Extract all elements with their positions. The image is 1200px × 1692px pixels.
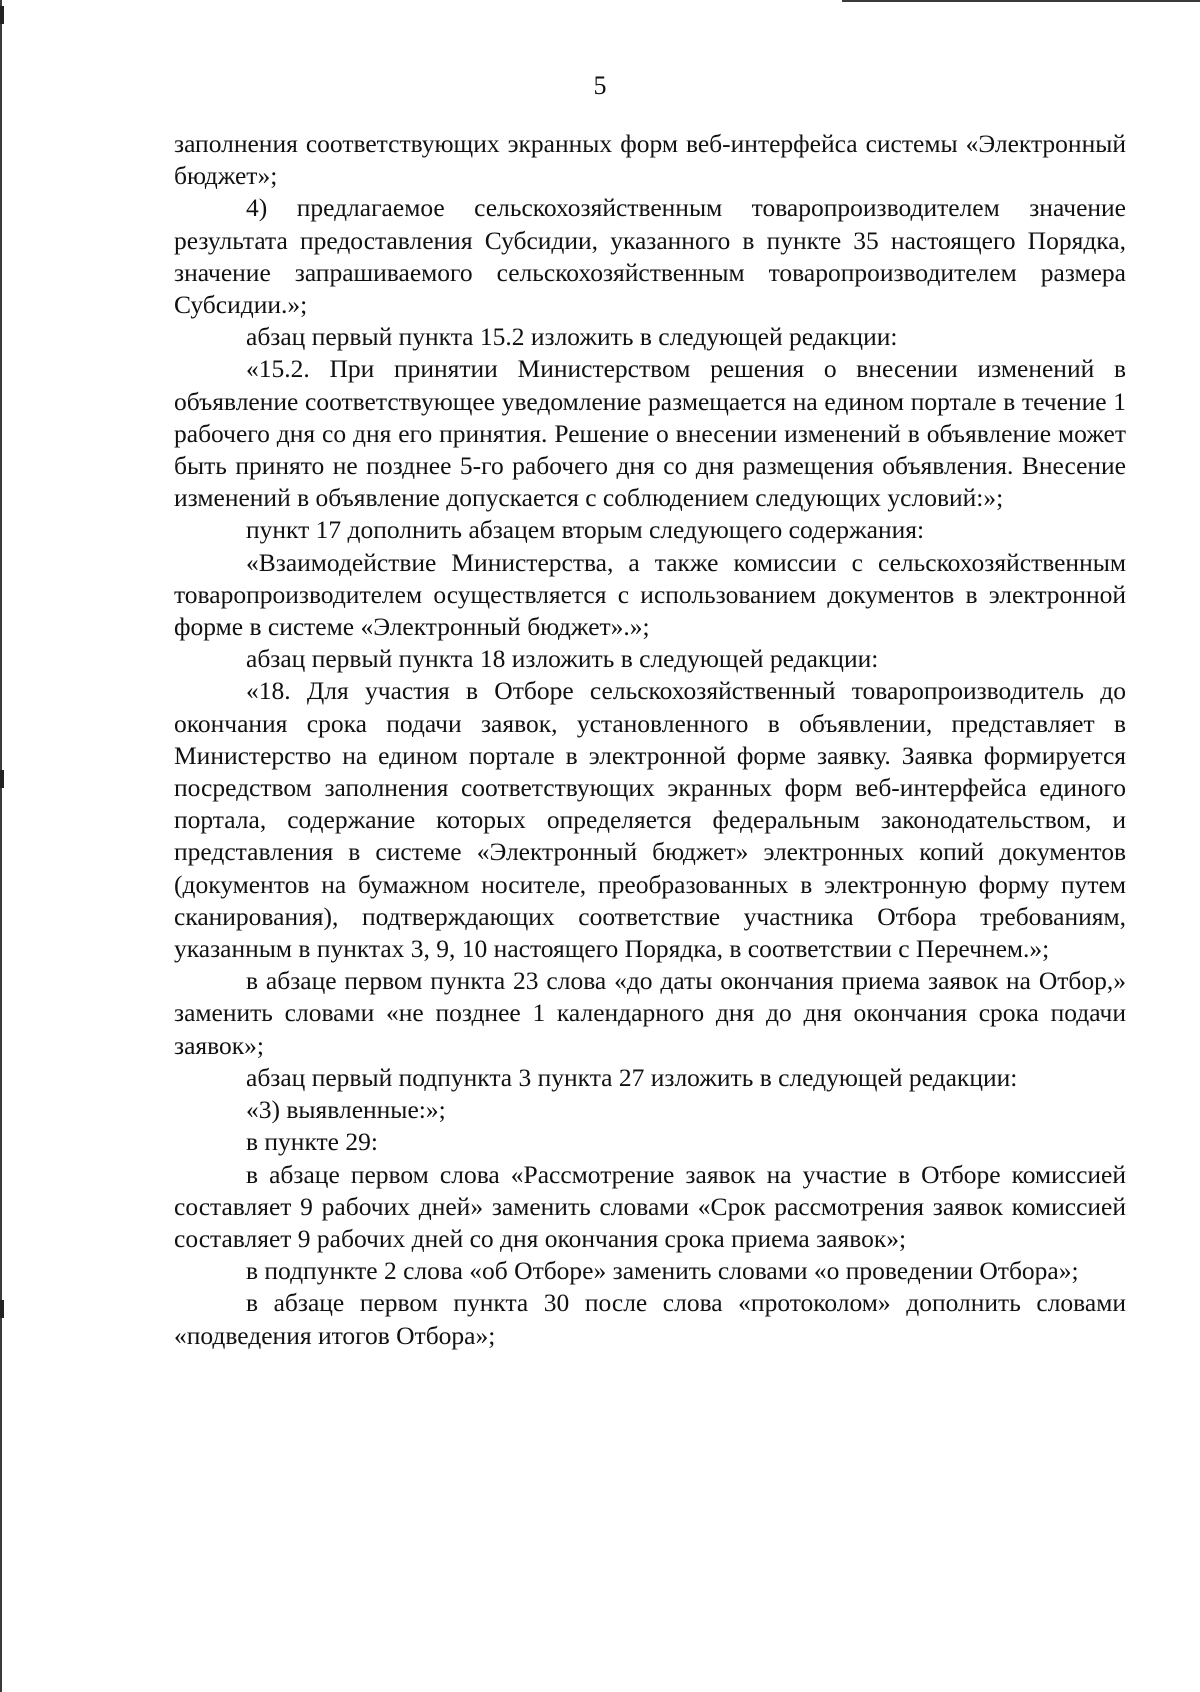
- paragraph: «15.2. При принятии Министерством решения о внесении изменений в объявление соответствующее уведомление размещается на едином портале в течение 1 рабочего дня со дня его принятия. Решение о внесении изменений в объявление может быть принято не позднее 5-го рабочего дня со дня размещения объявления. Внесение изменений в объявление допускается с соблюдением следующих условий:»;: [174, 354, 1126, 513]
- paragraph: 4) предлагаемое сельскохозяйственным товаропроизводителем значение результата предоставления Субсидии, указанного в пункте 35 настоящего Порядка, значение запрашиваемого сельскохозяйственным товаропроизводителем размера Субсидии.»;: [174, 193, 1126, 320]
- paragraph: «18. Для участия в Отборе сельскохозяйственный товаропроизводитель до окончания срока подачи заявок, установленного в объявлении, представляет в Министерство на едином портале в электронной форме заявку. Заявка формируется посредством заполнения соответствующих экранных форм веб-интерфейса единого портала, содержание которых определяется федеральным законодательством, и представления в системе «Электронный бюджет» электронных копий документов (документов на бумажном носителе, преобразованных в электронную форму путем сканирования), подтверждающих соответствие участника Отбора требованиям, указанным в пунктах 3, 9, 10 настоящего Порядка, в соответствии с Перечнем.»;: [174, 676, 1126, 964]
- paragraph: «Взаимодействие Министерства, а также комиссии с сельскохозяйственным товаропроизводителем осуществляется с использованием документов в электронной форме в системе «Электронный бюджет».»;: [174, 547, 1126, 642]
- paragraph: «3) выявленные:»;: [246, 1095, 446, 1125]
- paragraph: в абзаце первом слова «Рассмотрение заявок на участие в Отборе комиссией составляет 9 рабочих дней» заменить словами «Срок рассмотрения заявок комиссией составляет 9 рабочих дней со дня окончания срока приема заявок»;: [174, 1159, 1126, 1253]
- paragraph: в абзаце первом пункта 23 слова «до даты окончания приема заявок на Отбор,» заменить словами «не позднее 1 календарного дня до дня окончания срока подачи заявок»;: [174, 966, 1126, 1060]
- paragraph: абзац первый пункта 15.2 изложить в следующей редакции:: [246, 322, 898, 352]
- paragraph: абзац первый подпункта 3 пункта 27 изложить в следующей редакции:: [246, 1062, 1018, 1092]
- paragraph: в абзаце первом пункта 30 после слова «протоколом» дополнить словами «подведения итогов Отбора»;: [174, 1288, 1126, 1350]
- paragraph: заполнения соответствующих экранных форм веб-интерфейса системы «Электронный бюджет»;: [174, 129, 1126, 191]
- paragraph: в подпункте 2 слова «об Отборе» заменить словами «о проведении Отбора»;: [246, 1256, 1079, 1286]
- scan-mark: [0, 6, 4, 24]
- page-number: 5: [593, 71, 607, 100]
- paragraph: в пункте 29:: [246, 1127, 378, 1157]
- document-body: [174, 128, 1126, 1352]
- paragraph: пункт 17 дополнить абзацем вторым следующего содержания:: [246, 515, 925, 545]
- scan-mark: [0, 770, 4, 788]
- paragraph: абзац первый пункта 18 изложить в следующей редакции:: [246, 644, 879, 674]
- scan-mark: [0, 1300, 4, 1318]
- scan-top-edge: [842, 0, 1200, 2]
- scan-left-edge: [0, 0, 2, 1692]
